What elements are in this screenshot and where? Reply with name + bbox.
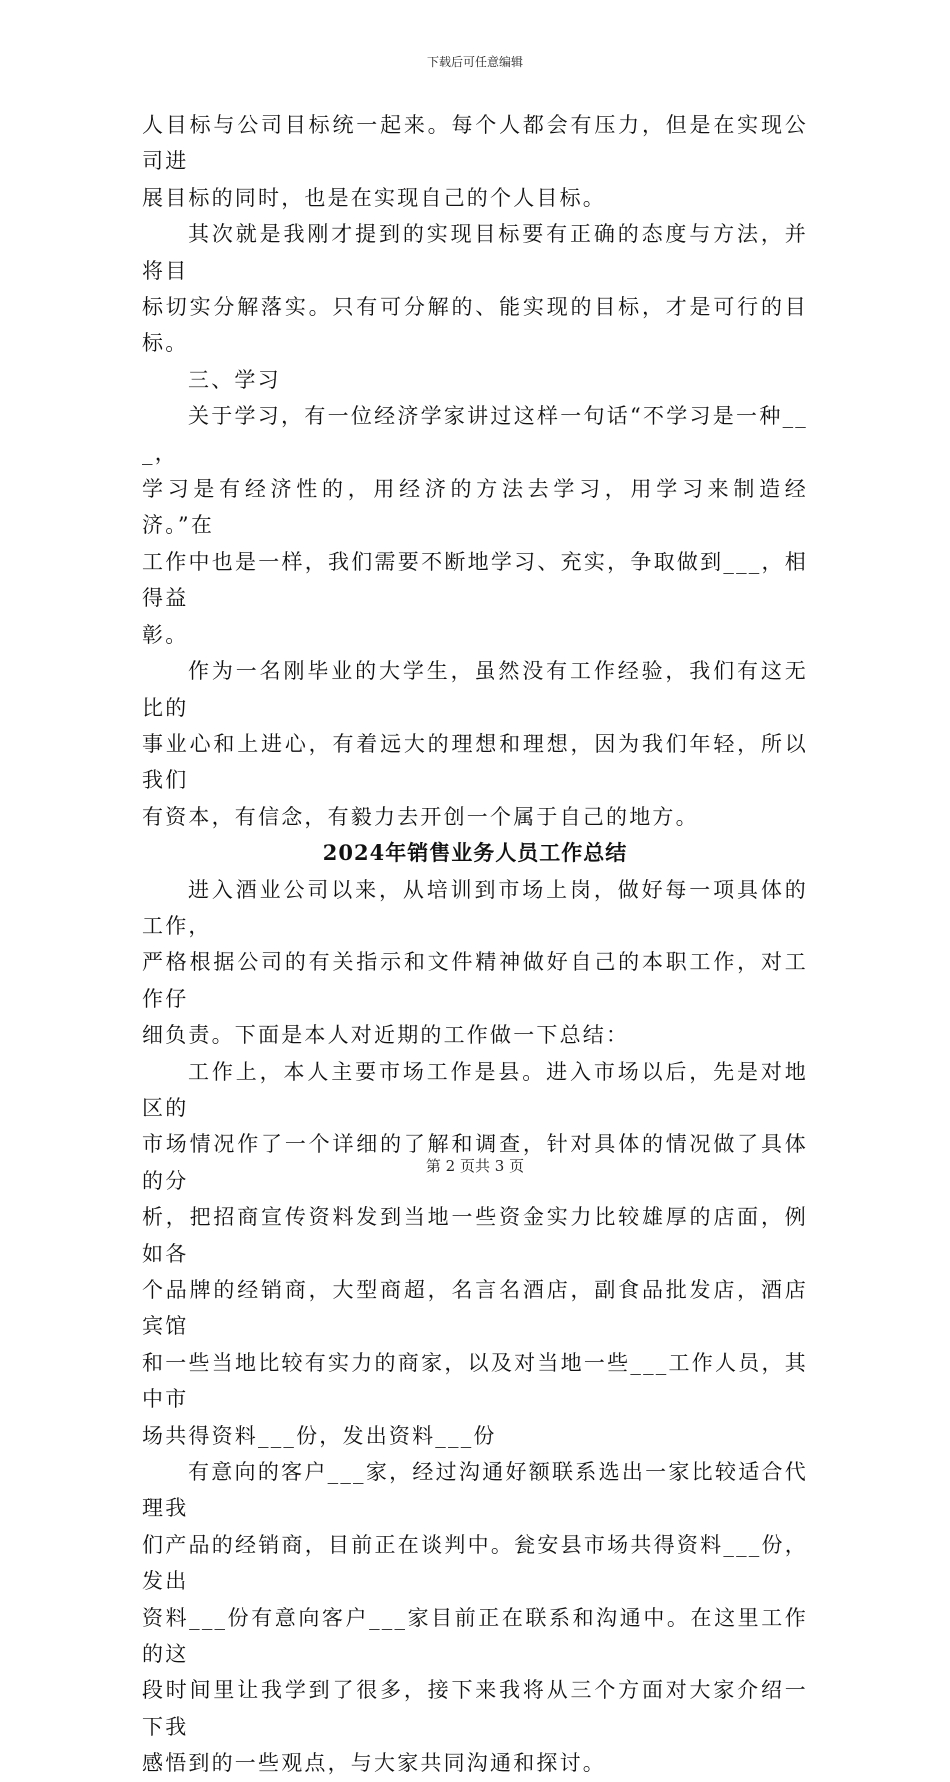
document-body [142, 107, 808, 1782]
paragraph-goal-method: 其次就是我刚才提到的实现目标要有正确的态度与方法，并将目 标切实分解落实。只有可分解的、能实现的目标，才是可行的目标。 [142, 222, 808, 356]
page-number-footer: 第 2 页共 3 页 [425, 1157, 525, 1175]
page-header-note: 下载后可任意编辑 [426, 55, 523, 69]
paragraph-intro: 进入酒业公司以来，从培训到市场上岗，做好每一项具体的工作， 严格根据公司的有关指示和文件精神做好自己的本职工作，对工作仔 细负责。下面是本人对近期的工作做一下总结： [142, 877, 808, 1048]
paragraph-goal-unification: 人目标与公司目标统一起来。每个人都会有压力，但是在实现公司进 展目标的同时，也是在实现自己的个人目标。 [142, 113, 808, 210]
paragraph-learning-quote: 关于学习，有一位经济学家讲过这样一句话“不学习是一种___， 学习是有经济性的，用经济的方法去学习，用学习来制造经济。”在 工作中也是一样，我们需要不断地学习、充实，争取做到___，相得益 彰。 [142, 404, 808, 647]
paragraph-customers: 有意向的客户___家，经过沟通好额联系选出一家比较适合代理我 们产品的经销商，目前正在谈判中。瓮安县市场共得资料___份，发出 资料___份有意向客户___家目前正在联系和沟通中。在这里工作的这 段时间里让我学到了很多，接下来我将从三个方面对大家介绍一下我 感悟到的一些观点，与大家共同沟通和探讨。 [142, 1460, 808, 1776]
paragraph-market-work: 工作上，本人主要市场工作是县。进入市场以后，先是对地区的 市场情况作了一个详细的了解和调查，针对具体的情况做了具体的分 析，把招商宣传资料发到当地一些资金实力比较雄厚的店面，例如各 个品牌的经销商，大型商超，名言名酒店，副食品批发店，酒店宾馆 和一些当地比较有实力的商家，以及对当地一些___工作人员，其中市 场共得资料___份，发出资料___份 [142, 1059, 808, 1448]
section-heading-learning: 三、学习 [188, 367, 281, 392]
paragraph-graduate: 作为一名刚毕业的大学生，虽然没有工作经验，我们有这无比的 事业心和上进心，有着远大的理想和理想，因为我们年轻，所以我们 有资本，有信念，有毅力去开创一个属于自己的地方。 [142, 659, 808, 829]
document-title: 2024年销售业务人员工作总结 [322, 840, 628, 866]
